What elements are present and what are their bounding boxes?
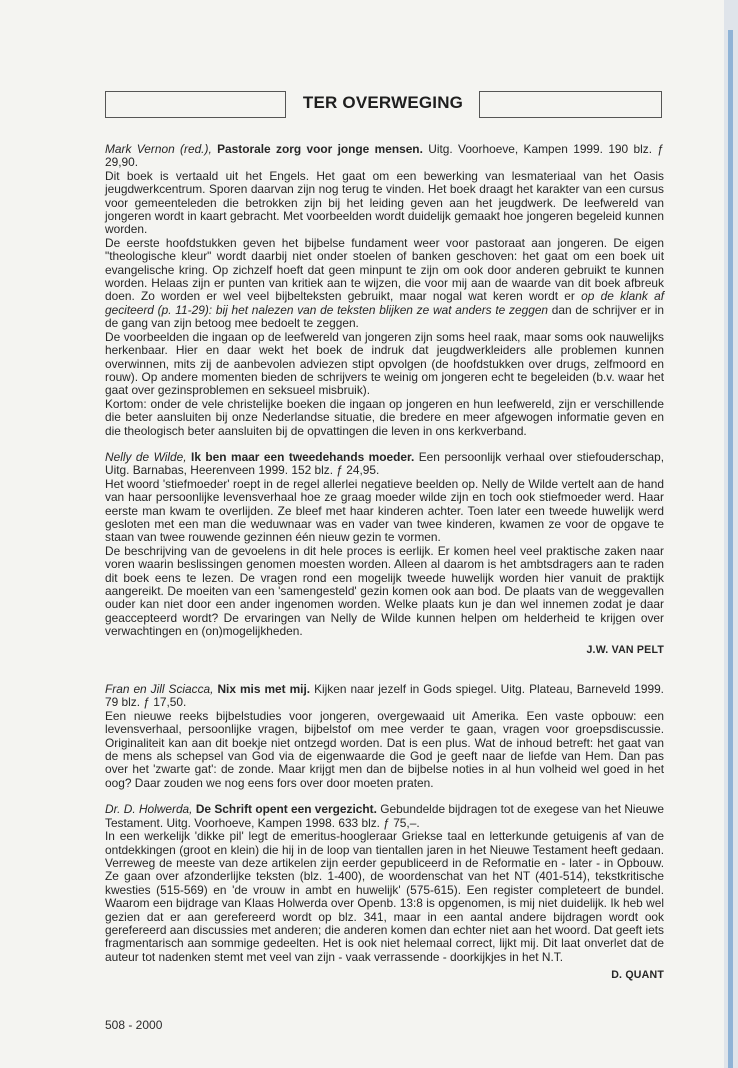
review-paragraph: Dit boek is vertaald uit het Engels. Het gaat om een bewerking van lesmateriaal van het Oasis jeugdwerkcentrum. Sporen daarvan zijn nog terug te vinden. Het boek draagt het karakter van een cursus voor gemeenteleden die betrokken zijn bij het leiding geven aan het jeugdwerk. De leefwereld van jongeren wordt in kaart gebracht. Met voorbeelden wordt duidelijk gemaakt hoe jongeren begeleid kunnen worden. — [105, 168, 664, 237]
review-citation — [105, 451, 664, 478]
review-author: Nelly de Wilde, — [105, 449, 187, 464]
review-publication: Gebundelde bijdragen tot de exegese van het Nieuwe Testament. Uitg. Voorhoeve, Kampen 1998. 633 blz. ƒ 75,–. — [105, 802, 664, 830]
header-decor-box-right — [479, 91, 662, 118]
review-author: Fran en Jill Sciacca, — [105, 682, 214, 697]
review-paragraph-text: De eerste hoofdstukken geven het bijbelse fundament weer voor pastoraat aan jongeren. De eigen "theologische kleur" wordt daarbij niet onder stoelen of banken geschoven: het gaat om een boek uit evangelische kring. Op zichzelf hoeft dat geen minpunt te zijn om ook door anderen gebruikt te kunnen worden. Helaas zijn er punten van kritiek aan te wijzen, die voor mij aan de waarde van dit boek afbreuk doen. Zo worden er wel veel bijbelteksten gebruikt, maar nogal wat keren wordt er — [105, 235, 664, 304]
review-sciacca — [105, 683, 664, 790]
review-citation — [105, 683, 664, 710]
review-title: Ik ben maar een tweedehands moeder. — [191, 449, 415, 464]
reviews-column — [105, 143, 664, 983]
review-title: Nix mis met mij. — [217, 682, 311, 697]
review-paragraph: Het woord 'stiefmoeder' roept in de regel allerlei negatieve beelden op. Nelly de Wilde vertelt aan de hand van haar persoonlijke levensverhaal hoe ze graag moeder wilde zijn en toch ook stiefmoeder werd. Haar eerste man kwam te overlijden. Ze bleef met haar kinderen achter. Toen later een tweede huwelijk werd gesloten met een man die weduwnaar was en vader van twee kinderen, kwamen ze voor de opgave te staan van twee rouwende gezinnen één nieuw gezin te vormen. — [105, 476, 664, 545]
review-paragraph: Een nieuwe reeks bijbelstudies voor jongeren, overgewaaid uit Amerika. Een vaste opbouw: een levensverhaal, persoonlijke vragen, bijbelstof om mee verder te gaan, vragen voor groepsdiscussie. Originaliteit kan aan dit boekje niet ontzegd worden. Dat is een plus. Wat de inhoud betreft: het gaat van de mens als schepsel van God via de eigenwaarde die God je geeft naar de liefde van Hem. Dan pas over het 'zwarte gat': de zonde. Maar krijgt men dan de bijbelse noties in al hun volheid wel goed in het oog? Daar zouden we nog eens fors over door moeten praten. — [105, 708, 664, 790]
binding-edge — [724, 0, 738, 1068]
review-author: Dr. D. Holwerda, — [105, 802, 193, 817]
page-number: 508 - 2000 — [105, 1018, 163, 1032]
review-paragraph: In een werkelijk 'dikke pil' legt de emeritus-hoogleraar Griekse taal en letterkunde getuigenis af van de ontdekkingen (groot en klein) die hij in de loop van tientallen jaren in het Nieuwe Testament heeft gedaan. Verreweg de meeste van deze artikelen zijn eerder gepubliceerd in de Reformatie en - later - in Opbouw. Ze gaan over afzonderlijke teksten (blz. 1-400), de woordenschat van het NT (401-514), tekstkritische kwesties (515-569) en 'de vrouw in ambt en huwelijk' (575-615). Een register completeert de bundel. Waarom een bijdrage van Klaas Holwerda over Openb. 13:8 is opgenomen, is mij niet duidelijk. Ik heb wel gezien dat er aan gerefereerd wordt op blz. 341, maar in een aantal andere bijdragen wordt ook gerefereerd aan discussies met anderen; die anderen komen dan echter niet aan het woord. Dat geeft iets fragmentarisch aan sommige gedeelten. Het is ook niet helemaal correct, lijkt mij. Dit laat onverlet dat de auteur tot nadenken stemt met veel van zijn - vaak verrassende - doorkijkjes in het N.T. — [105, 829, 664, 964]
review-author: Mark Vernon (red.), — [105, 142, 212, 156]
review-publication: Uitg. Voorhoeve, Kampen 1999. 190 blz. ƒ 29,90. — [105, 142, 664, 170]
review-citation — [105, 803, 664, 830]
binding-stripe — [728, 30, 733, 1068]
review-paragraph: Kortom: onder de vele christelijke boeken die ingaan op jongeren en hun leefwereld, zijn er verschillende die beter aansluiten bij onze Nederlandse situatie, die bredere en meer afgewogen informatie geven en die theologisch beter aansluiten bij de opvattingen die leven in ons kerkverband. — [105, 396, 664, 438]
review-title: Pastorale zorg voor jonge mensen. — [217, 142, 423, 156]
reviewer-signature: J.W. VAN PELT — [586, 643, 664, 656]
reviewer-signature: D. QUANT — [611, 969, 664, 982]
review-vernon — [105, 143, 664, 438]
review-paragraph-text: dan de schrijver er in de gang van zijn betoog mee bedoelt te zeggen. — [105, 302, 664, 331]
review-italic-fragment: op de klank af geciteerd (p. 11-29): bij het nalezen van de teksten blijken ze wat anders te zeggen — [105, 289, 664, 317]
review-paragraph: De beschrijving van de gevoelens in dit hele proces is eerlijk. Er komen heel veel praktische zaken naar voren waarin beslissingen genomen moesten worden. Alleen al daarom is het ambtsdragers aan te raden dit boek eens te lezen. De vragen rond een mogelijk tweede huwelijk worden hier vanuit de praktijk aangereikt. De moeiten van een 'samengesteld' gezin komen ook aan bod. De plaats van de weggevallen ouder kan niet door een ander ingenomen worden. Welke plaats kun je dan wel innemen zodat je daar geaccepteerd wordt? De ervaringen van Nelly de Wilde kunnen helpen om helderheid te krijgen over verwachtingen en (on)mogelijkheden. — [105, 543, 664, 639]
review-citation — [105, 143, 664, 170]
review-title: De Schrift opent een vergezicht. — [195, 802, 377, 817]
review-publication: Kijken naar jezelf in Gods spiegel. Uitg. Plateau, Barneveld 1999. 79 blz. ƒ 17,50. — [105, 682, 664, 710]
header-decor-box-left — [105, 91, 286, 118]
review-paragraph: De voorbeelden die ingaan op de leefwereld van jongeren zijn soms heel raak, maar soms ook nauwelijks herkenbaar. Hier en daar wekt het boek de indruk dat jeugdwerkleiders alle problemen kunnen overwinnen, mits zij de aanbevolen adviezen stipt opvolgen (de hoofdstukken over drugs, zelfmoord en rouw). Op andere momenten bieden de schrijvers te weinig om jongeren echt te begeleiden (b.v. waar het gaat over gezinsproblemen en seksueel misbruik). — [105, 329, 664, 398]
review-paragraph — [105, 237, 664, 331]
review-publication: Een persoonlijk verhaal over stiefouderschap, Uitg. Barnabas, Heerenveen 1999. 152 blz. ƒ 24,95. — [105, 449, 664, 478]
page-title: TER OVERWEGING — [302, 93, 464, 112]
review-de-wilde — [105, 451, 664, 657]
review-holwerda — [105, 803, 664, 982]
